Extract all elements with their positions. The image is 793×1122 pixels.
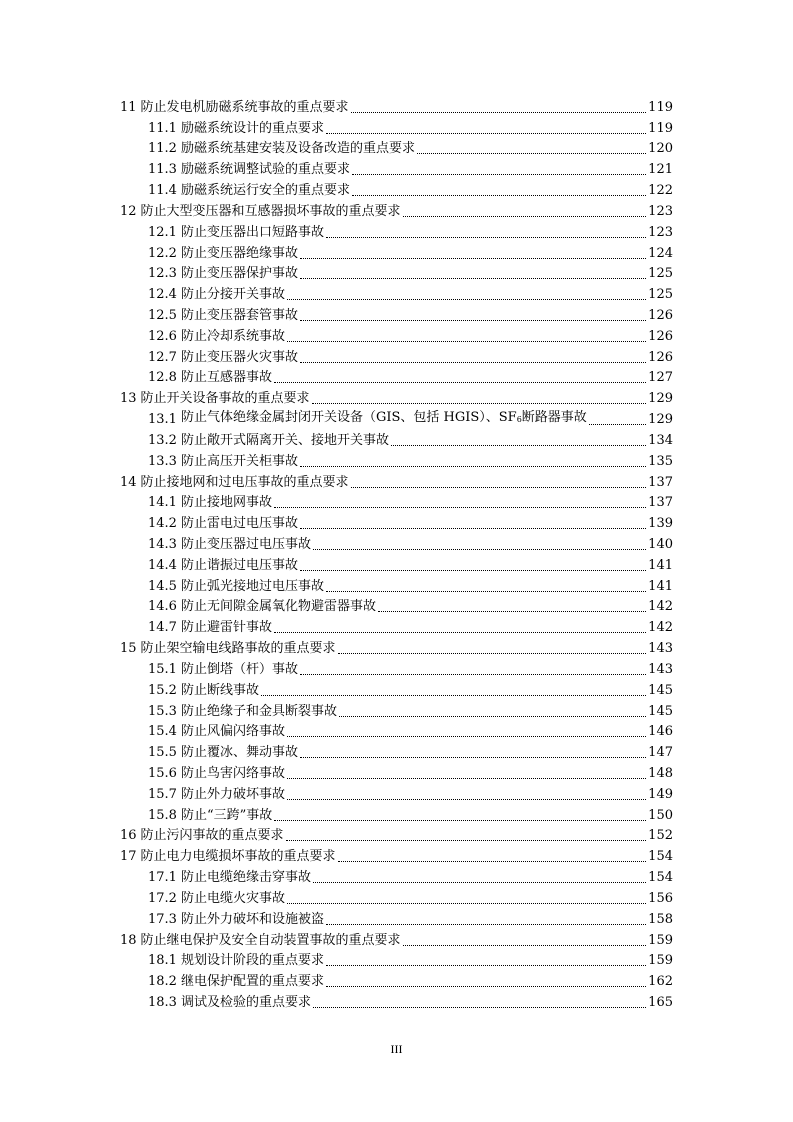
toc-entry-title xyxy=(181,410,587,428)
toc-entry-page: 126 xyxy=(648,349,673,365)
toc-entry-number: 12.4 xyxy=(148,287,177,303)
toc-entry-title: 防止接地网和过电压事故的重点要求 xyxy=(140,474,349,490)
toc-chapter-entry[interactable] xyxy=(120,199,673,220)
toc-entry-number: 16 xyxy=(120,828,137,844)
toc-entry-number: 14.4 xyxy=(148,557,177,573)
toc-section-entry[interactable] xyxy=(148,220,673,241)
toc-entry-number: 15.3 xyxy=(148,703,177,719)
toc-entry-title: 防止风偏闪络事故 xyxy=(180,724,285,740)
toc-entry-number: 17 xyxy=(120,849,137,865)
toc-entry-title: 防止绝缘子和金具断裂事故 xyxy=(180,703,337,719)
toc-entry-number: 15.6 xyxy=(148,766,177,782)
toc-entry-page: 139 xyxy=(648,516,673,532)
toc-entry-page: 152 xyxy=(648,828,673,844)
toc-entry-page: 158 xyxy=(648,911,673,927)
toc-entry-page: 150 xyxy=(648,807,673,823)
toc-dot-leader xyxy=(378,610,646,612)
toc-section-entry[interactable] xyxy=(148,949,673,970)
toc-entry-number: 12.1 xyxy=(148,224,177,240)
toc-section-entry[interactable] xyxy=(148,740,673,761)
toc-dot-leader xyxy=(287,798,646,800)
toc-entry-title: 防止变压器绝缘事故 xyxy=(180,245,298,261)
toc-entry-number: 12.5 xyxy=(148,307,177,323)
toc-entry-title: 防止继电保护及安全自动装置事故的重点要求 xyxy=(140,932,401,948)
toc-entry-title: 防止冷却系统事故 xyxy=(180,328,285,344)
toc-entry-title: 防止分接开关事故 xyxy=(180,287,285,303)
toc-entry-page: 142 xyxy=(648,599,673,615)
toc-chapter-entry[interactable] xyxy=(120,824,673,845)
toc-entry-title: 继电保护配置的重点要求 xyxy=(180,974,324,990)
toc-dot-leader xyxy=(300,257,646,259)
toc-entry-page: 121 xyxy=(648,162,673,178)
toc-entry-number: 14.6 xyxy=(148,599,177,615)
toc-section-entry[interactable] xyxy=(148,241,673,262)
toc-entry-title: 防止雷电过电压事故 xyxy=(180,516,298,532)
toc-entry-title: 防止鸟害闪络事故 xyxy=(180,766,285,782)
toc-entry-title: 防止电力电缆损坏事故的重点要求 xyxy=(140,849,336,865)
toc-section-entry[interactable] xyxy=(148,511,673,532)
toc-entry-page: 143 xyxy=(648,661,673,677)
toc-section-entry[interactable] xyxy=(148,595,673,616)
toc-dot-leader xyxy=(286,839,647,841)
toc-entry-number: 15.8 xyxy=(148,807,177,823)
toc-entry-title-part: 断路器事故 xyxy=(521,410,587,426)
toc-entry-title: 规划设计阶段的重点要求 xyxy=(180,953,324,969)
toc-entry-page: 159 xyxy=(648,932,673,948)
toc-section-entry[interactable] xyxy=(148,782,673,803)
toc-section-entry[interactable] xyxy=(148,532,673,553)
toc-entry-number: 13.3 xyxy=(148,453,177,469)
toc-section-entry[interactable] xyxy=(148,720,673,741)
toc-section-entry[interactable] xyxy=(148,324,673,345)
toc-entry-number: 14 xyxy=(120,474,137,490)
toc-entry-page: 154 xyxy=(648,849,673,865)
toc-entry-page: 123 xyxy=(648,203,673,219)
toc-entry-page: 145 xyxy=(648,682,673,698)
toc-entry-title: 励磁系统设计的重点要求 xyxy=(180,120,324,136)
toc-entry-title: 防止大型变压器和互感器损坏事故的重点要求 xyxy=(140,203,401,219)
toc-entry-title: 防止变压器套管事故 xyxy=(180,307,298,323)
toc-entry-page: 140 xyxy=(648,537,673,553)
toc-entry-title: 防止断线事故 xyxy=(180,682,259,698)
toc-entry-page: 148 xyxy=(648,766,673,782)
toc-section-entry[interactable] xyxy=(148,345,673,366)
toc-dot-leader xyxy=(300,756,646,758)
toc-entry-title: 防止发电机励磁系统事故的重点要求 xyxy=(140,99,349,115)
toc-entry-number: 18.2 xyxy=(148,974,177,990)
toc-entry-number: 13 xyxy=(120,391,137,407)
toc-entry-title: 防止变压器过电压事故 xyxy=(180,537,311,553)
toc-entry-number: 15 xyxy=(120,641,137,657)
toc-section-entry[interactable] xyxy=(148,907,673,928)
toc-entry-page: 127 xyxy=(648,370,673,386)
toc-chapter-entry[interactable] xyxy=(120,928,673,949)
toc-dot-leader xyxy=(300,465,646,467)
toc-entry-page: 123 xyxy=(648,224,673,240)
toc-dot-leader xyxy=(274,819,646,821)
toc-section-entry[interactable] xyxy=(148,366,673,387)
toc-entry-title: 防止倒塔（杆）事故 xyxy=(180,661,298,677)
toc-dot-leader xyxy=(300,569,646,571)
toc-entry-page: 156 xyxy=(648,890,673,906)
toc-entry-number: 15.5 xyxy=(148,745,177,761)
toc-section-entry[interactable] xyxy=(148,137,673,158)
toc-entry-title: 防止开关设备事故的重点要求 xyxy=(140,391,310,407)
toc-entry-page: 162 xyxy=(648,974,673,990)
toc-dot-leader xyxy=(326,985,646,987)
toc-entry-number: 15.2 xyxy=(148,682,177,698)
toc-entry-page: 120 xyxy=(648,141,673,157)
toc-entry-title: 防止污闪事故的重点要求 xyxy=(140,828,284,844)
toc-section-entry[interactable] xyxy=(148,803,673,824)
toc-dot-leader xyxy=(312,402,647,404)
toc-section-entry[interactable] xyxy=(148,428,673,449)
toc-entry-page: 154 xyxy=(648,870,673,886)
toc-entry-number: 11.4 xyxy=(148,183,177,199)
toc-entry-number: 12 xyxy=(120,203,137,219)
toc-dot-leader xyxy=(352,194,646,196)
toc-dot-leader xyxy=(338,860,647,862)
toc-entry-number: 15.4 xyxy=(148,724,177,740)
toc-dot-leader xyxy=(313,548,646,550)
toc-entry-number: 11 xyxy=(120,99,137,115)
toc-entry-title: 调试及检验的重点要求 xyxy=(180,995,311,1011)
toc-entry-page: 122 xyxy=(648,183,673,199)
toc-entry-page: 119 xyxy=(648,99,673,115)
toc-dot-leader xyxy=(287,777,646,779)
toc-entry-title: 励磁系统基建安装及设备改造的重点要求 xyxy=(180,141,415,157)
toc-dot-leader xyxy=(403,215,647,217)
toc-entry-number: 14.7 xyxy=(148,620,177,636)
toc-entry-number: 14.2 xyxy=(148,516,177,532)
toc-entry-title: 防止变压器出口短路事故 xyxy=(180,224,324,240)
toc-section-entry[interactable] xyxy=(148,491,673,512)
toc-entry-page: 143 xyxy=(648,641,673,657)
toc-entry-page: 134 xyxy=(648,432,673,448)
toc-section-entry[interactable] xyxy=(148,282,673,303)
toc-chapter-entry[interactable] xyxy=(120,470,673,491)
toc-dot-leader xyxy=(300,319,646,321)
toc-entry-title: 防止电缆绝缘击穿事故 xyxy=(180,870,311,886)
toc-dot-leader xyxy=(300,527,646,529)
toc-dot-leader xyxy=(287,902,646,904)
toc-entry-title: 防止无间隙金属氧化物避雷器事故 xyxy=(180,599,376,615)
toc-section-entry[interactable] xyxy=(148,969,673,990)
toc-entry-title: 励磁系统运行安全的重点要求 xyxy=(180,183,350,199)
toc-entry-title-part: 防止气体绝缘金属封闭开关设备（GIS、包括 HGIS）、SF xyxy=(180,410,517,426)
toc-entry-title: 防止谐振过电压事故 xyxy=(180,557,298,573)
toc-section-entry[interactable] xyxy=(148,262,673,283)
toc-dot-leader xyxy=(391,444,646,446)
toc-section-entry[interactable] xyxy=(148,761,673,782)
toc-entry-page: 141 xyxy=(648,557,673,573)
toc-section-entry[interactable] xyxy=(148,678,673,699)
toc-entry-title: 防止避雷针事故 xyxy=(180,620,272,636)
toc-entry-page: 119 xyxy=(648,120,673,136)
toc-entry-page: 126 xyxy=(648,328,673,344)
toc-entry-number: 15.1 xyxy=(148,661,177,677)
toc-entry-number: 12.8 xyxy=(148,370,177,386)
toc-entry-number: 17.1 xyxy=(148,870,177,886)
toc-entry-number: 18.1 xyxy=(148,953,177,969)
toc-entry-page: 129 xyxy=(648,412,673,428)
toc-entry-number: 17.3 xyxy=(148,911,177,927)
toc-entry-number: 17.2 xyxy=(148,890,177,906)
toc-chapter-entry[interactable] xyxy=(120,386,673,407)
toc-entry-title: 防止弧光接地过电压事故 xyxy=(180,578,324,594)
toc-entry-number: 13.1 xyxy=(148,412,177,428)
toc-section-entry[interactable] xyxy=(148,157,673,178)
toc-entry-title: 防止高压开关柜事故 xyxy=(180,453,298,469)
toc-dot-leader xyxy=(300,361,646,363)
toc-entry-title-subscript: 6 xyxy=(516,415,522,425)
toc-section-entry[interactable] xyxy=(148,449,673,470)
toc-section-entry[interactable] xyxy=(148,886,673,907)
toc-entry-number: 13.2 xyxy=(148,432,177,448)
toc-entry-title: 防止接地网事故 xyxy=(180,495,272,511)
toc-section-entry[interactable] xyxy=(148,657,673,678)
toc-dot-leader xyxy=(300,277,646,279)
toc-entry-page: 146 xyxy=(648,724,673,740)
toc-entry-number: 14.5 xyxy=(148,578,177,594)
toc-entry-title: 防止外力破坏和设施被盗 xyxy=(180,911,324,927)
toc-entry-number: 12.7 xyxy=(148,349,177,365)
toc-dot-leader xyxy=(351,111,647,113)
toc-dot-leader xyxy=(352,173,646,175)
toc-dot-leader xyxy=(403,944,647,946)
toc-dot-leader xyxy=(589,423,646,425)
toc-dot-leader xyxy=(261,694,646,696)
toc-entry-title: 防止敞开式隔离开关、接地开关事故 xyxy=(180,432,389,448)
toc-dot-leader xyxy=(351,486,647,488)
toc-entry-number: 18.3 xyxy=(148,995,177,1011)
toc-entry-page: 145 xyxy=(648,703,673,719)
toc-dot-leader xyxy=(417,152,646,154)
toc-entry-page: 159 xyxy=(648,953,673,969)
toc-entry-page: 137 xyxy=(648,495,673,511)
toc-section-entry[interactable] xyxy=(148,407,673,428)
toc-dot-leader xyxy=(338,652,647,654)
toc-dot-leader xyxy=(313,881,646,883)
toc-dot-leader xyxy=(287,735,646,737)
toc-dot-leader xyxy=(274,381,646,383)
toc-entry-title: 防止“三跨”事故 xyxy=(180,807,273,823)
toc-entry-page: 147 xyxy=(648,745,673,761)
toc-entry-number: 15.7 xyxy=(148,786,177,802)
toc-entry-page: 124 xyxy=(648,245,673,261)
toc-entry-number: 18 xyxy=(120,932,137,948)
toc-entry-title: 防止互感器事故 xyxy=(180,370,272,386)
toc-entry-page: 135 xyxy=(648,453,673,469)
toc-entry-number: 12.2 xyxy=(148,245,177,261)
toc-chapter-entry[interactable] xyxy=(120,636,673,657)
toc-entry-page: 142 xyxy=(648,620,673,636)
toc-dot-leader xyxy=(339,715,646,717)
toc-section-entry[interactable] xyxy=(148,616,673,637)
toc-entry-title: 防止变压器保护事故 xyxy=(180,266,298,282)
toc-entry-page: 137 xyxy=(648,474,673,490)
toc-section-entry[interactable] xyxy=(148,116,673,137)
toc-section-entry[interactable] xyxy=(148,865,673,886)
toc-entry-page: 125 xyxy=(648,266,673,282)
toc-entry-title: 励磁系统调整试验的重点要求 xyxy=(180,162,350,178)
toc-entry-title: 防止变压器火灾事故 xyxy=(180,349,298,365)
toc-dot-leader xyxy=(326,590,646,592)
toc-entry-title: 防止电缆火灾事故 xyxy=(180,890,285,906)
toc-dot-leader xyxy=(287,340,646,342)
toc-entry-number: 14.3 xyxy=(148,537,177,553)
toc-entry-number: 11.1 xyxy=(148,120,177,136)
toc-section-entry[interactable] xyxy=(148,699,673,720)
toc-entry-page: 165 xyxy=(648,995,673,1011)
toc-entry-page: 126 xyxy=(648,307,673,323)
toc-entry-title: 防止覆冰、舞动事故 xyxy=(180,745,298,761)
toc-dot-leader xyxy=(326,236,646,238)
toc-chapter-entry[interactable] xyxy=(120,95,673,116)
toc-dot-leader xyxy=(326,964,646,966)
toc-dot-leader xyxy=(274,631,646,633)
toc-entry-number: 11.3 xyxy=(148,162,177,178)
toc-entry-title: 防止架空输电线路事故的重点要求 xyxy=(140,641,336,657)
toc-entry-page: 149 xyxy=(648,786,673,802)
toc-dot-leader xyxy=(300,673,646,675)
toc-section-entry[interactable] xyxy=(148,178,673,199)
toc-entry-number: 11.2 xyxy=(148,141,177,157)
toc-dot-leader xyxy=(313,1006,646,1008)
page-number: III xyxy=(390,1042,403,1056)
toc-section-entry[interactable] xyxy=(148,553,673,574)
toc-entry-number: 12.3 xyxy=(148,266,177,282)
toc-dot-leader xyxy=(326,923,646,925)
toc-entry-page: 141 xyxy=(648,578,673,594)
toc-chapter-entry[interactable] xyxy=(120,845,673,866)
toc-section-entry[interactable] xyxy=(148,990,673,1011)
toc-entry-title: 防止外力破坏事故 xyxy=(180,786,285,802)
toc-entry-page: 129 xyxy=(648,391,673,407)
toc-section-entry[interactable] xyxy=(148,303,673,324)
toc-section-entry[interactable] xyxy=(148,574,673,595)
toc-entry-number: 14.1 xyxy=(148,495,177,511)
toc-dot-leader xyxy=(274,506,646,508)
toc-dot-leader xyxy=(287,298,646,300)
toc-entry-page: 125 xyxy=(648,287,673,303)
toc-dot-leader xyxy=(326,132,646,134)
toc-entry-number: 12.6 xyxy=(148,328,177,344)
